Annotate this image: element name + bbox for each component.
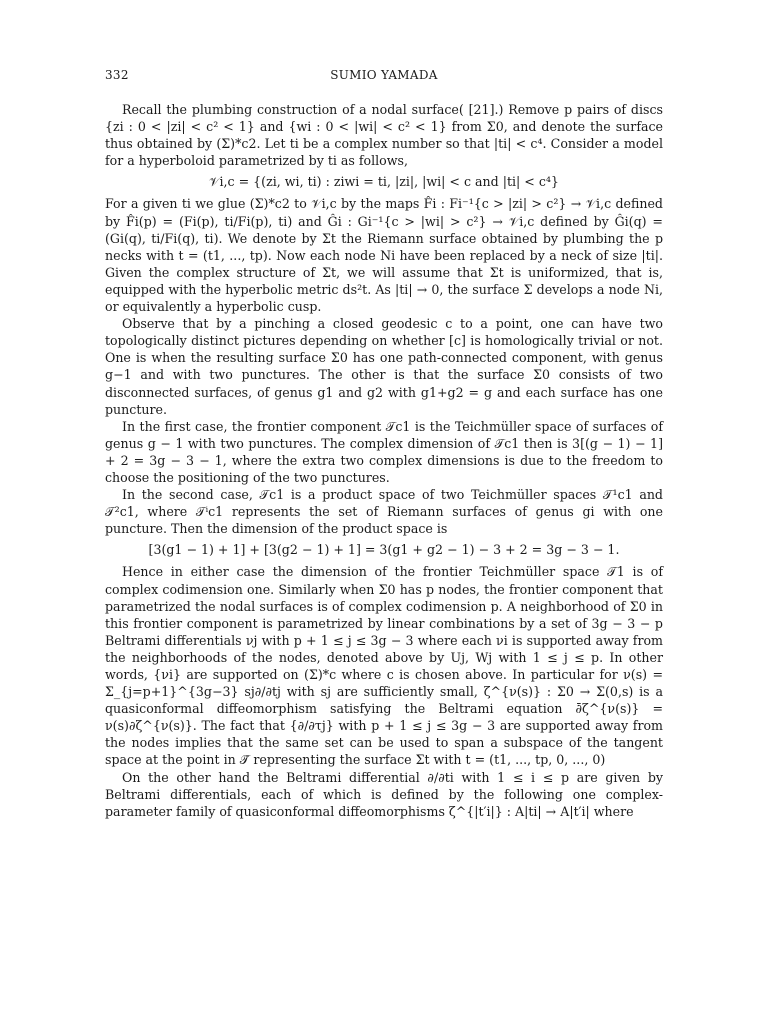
paragraph-gluing: For a given ti we glue (Σ)*c2 to 𝒱i,c by the maps F̂i : Fi⁻¹{c > |zi| > c²} → 𝒱i,c defined by F̂i(p) = (Fi(p), ti/Fi(p), ti) and Ĝi : Gi⁻¹{c > |wi| > c²} → 𝒱i,c defined by Ĝi(q) = (Gi(q), ti/Fi(q), ti). We denote by Σt the Riemann surface obtained by plumbing the p necks with t = (t1, ..., tp). Now each node Ni have been replaced by a neck of size |ti|. Given the complex structure of Σt, we will assume that Σt is uniformized, that is, equipped with the hyperbolic metric ds²t. As |ti| → 0, the surface Σ develops a node Ni, or equivalently a hyperbolic cusp.: [105, 196, 663, 315]
paragraph-second-case: In the second case, 𝒯c1 is a product space of two Teichmüller spaces 𝒯¹c1 and 𝒯²c1, where 𝒯ⁱc1 represents the set of Riemann surfaces of genus gi with one puncture. Then the dimension of the product space is: [105, 487, 663, 537]
page-number: 332: [105, 68, 129, 82]
paragraph-codimension: Hence in either case the dimension of the frontier Teichmüller space 𝒯1 is of complex codimension one. Similarly when Σ0 has p nodes, the frontier component that parametrized the nodal surfaces is of complex codimension p. A neighborhood of Σ0 in this frontier component is parametrized by linear combinations by a set of 3g − 3 − p Beltrami differentials νj with p + 1 ≤ j ≤ 3g − 3 where each νi is supported away from the neighborhoods of the nodes, denoted above by Uj, Wj with 1 ≤ j ≤ p. In other words, {νi} are supported on (Σ)*c where c is chosen above. In particular for ν(s) = Σ_{j=p+1}^{3g−3} sj∂/∂tj with sj are sufficiently small, ζ^{ν(s)} : Σ0 → Σ(0,s) is a quasiconformal diffeomorphism satisfying the Beltrami equation ∂̄ζ^{ν(s)} = ν(s)∂ζ^{ν(s)}. The fact that {∂/∂τj} with p + 1 ≤ j ≤ 3g − 3 are supported away from the nodes implies that the same set can be used to span a subspace of the tangent space at the point in 𝒯̄ representing the surface Σt with t = (t1, ..., tp, 0, ..., 0): [105, 564, 663, 768]
paragraph-first-case: In the first case, the frontier component 𝒯c1 is the Teichmüller space of surfaces of genus g − 1 with two punctures. The complex dimension of 𝒯c1 then is 3[(g − 1) − 1] + 2 = 3g − 3 − 1, where the extra two complex dimensions is due to the freedom to choose the positioning of the two punctures.: [105, 418, 663, 485]
paragraph-beltrami: On the other hand the Beltrami differential ∂/∂ti with 1 ≤ i ≤ p are given by Beltrami differentials, each of which is defined by the following one complex-parameter family of quasiconformal diffeomorphisms ζ^{|t′i|} : A|ti| → A|t′i| where: [105, 769, 663, 819]
running-header: [105, 68, 663, 86]
equation-dimension: [3(g1 − 1) + 1] + [3(g2 − 1) + 1] = 3(g1 + g2 − 1) − 3 + 2 = 3g − 3 − 1.: [148, 542, 620, 558]
body-text: [105, 101, 663, 820]
equation-hyperboloid: 𝒱i,c = {(zi, wi, ti) : ziwi = ti, |zi|, |wi| < c and |ti| < c⁴}: [209, 174, 559, 190]
paragraph-plumbing: Recall the plumbing construction of a nodal surface( [21].) Remove p pairs of discs {zi : 0 < |zi| < c² < 1} and {wi : 0 < |wi| < c² < 1} from Σ0, and denote the surface thus obtained by (Σ)*c2. Let ti be a complex number so that |ti| < c⁴. Consider a model for a hyperboloid parametrized by ti as follows,: [105, 102, 663, 169]
running-head: SUMIO YAMADA: [330, 68, 438, 82]
paragraph-pinching: Observe that by a pinching a closed geodesic c to a point, one can have two topologically distinct pictures depending on whether [c] is homologically trivial or not. One is when the resulting surface Σ0 has one path-connected component, with genus g−1 and with two punctures. The other is that the surface Σ0 consists of two disconnected surfaces, of genus g1 and g2 with g1+g2 = g and each surface has one puncture.: [105, 316, 663, 417]
